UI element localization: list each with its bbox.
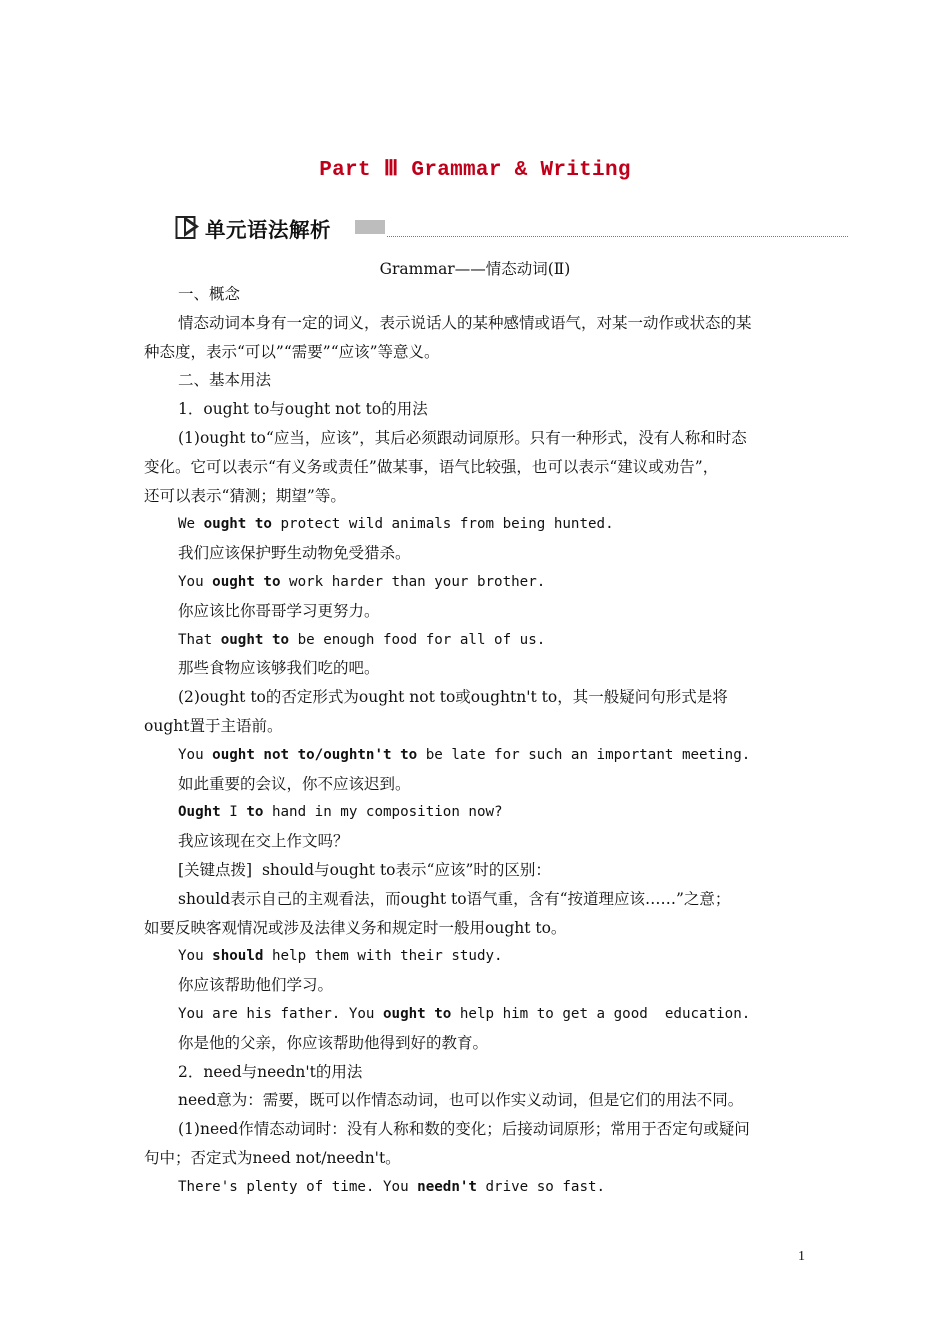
section-subtitle: Grammar——情态动词(Ⅱ): [379, 260, 571, 278]
text-line: 还可以表示“猜测；期望”等。: [144, 486, 346, 505]
banner-divider: [387, 236, 848, 237]
emphasized-modal: ought not to/oughtn't to: [212, 746, 418, 763]
text-line: 句中；否定式为need not/needn't。: [144, 1148, 401, 1167]
page-title: Part Ⅲ Grammar & Writing: [319, 159, 631, 182]
emphasized-modal: ought to: [220, 631, 290, 648]
text-line: 一、概念: [178, 285, 241, 303]
text-line: [关键点拨] should与ought to表示“应该”时的区别：: [178, 860, 551, 879]
text-line: 二、基本用法: [178, 371, 272, 390]
text-line: 你应该比你哥哥学习更努力。: [178, 601, 380, 620]
section-banner: [175, 212, 848, 242]
text-line: 你是他的父亲，你应该帮助他得到好的教育。: [178, 1033, 489, 1052]
text-line: 变化。它可以表示“有义务或责任”做某事，语气比较强，也可以表示“建议或劝告”，: [144, 457, 719, 476]
emphasized-modal: ought to: [212, 573, 281, 590]
text-line: 那些食物应该够我们吃的吧。: [178, 659, 380, 678]
emphasized-modal: ought to: [383, 1005, 452, 1022]
text-line: 1．ought to与ought not to的用法: [178, 400, 428, 419]
text-line: (2)ought to的否定形式为ought not to或oughtn't to，其一般疑问句形式是将: [178, 688, 728, 707]
document-body: [144, 280, 808, 1202]
emphasized-modal: Ought: [178, 804, 221, 821]
emphasized-modal: needn't: [417, 1178, 477, 1195]
emphasized-modal: to: [246, 804, 264, 821]
play-arrow-icon: [175, 214, 201, 240]
banner-decoration: [355, 220, 385, 234]
text-line: 你应该帮助他们学习。: [178, 976, 334, 995]
emphasized-modal: should: [212, 948, 264, 965]
text-line: need意为：需要，既可以作情态动词，也可以作实义动词，但是它们的用法不同。: [178, 1091, 744, 1110]
example-sentence: You are his father. You ought to help him to get a good education.: [178, 1005, 751, 1022]
example-sentence: Ought I to hand in my composition now?: [178, 804, 503, 821]
text-line: (1)ought to“应当，应该”，其后必须跟动词原形。只有一种形式，没有人称和时态: [178, 428, 747, 447]
example-sentence: You ought not to/oughtn't to be late for such an important meeting.: [178, 746, 751, 763]
text-line: should表示自己的主观看法，而ought to语气重，含有“按道理应该……”之意；: [178, 889, 731, 908]
text-line: 我们应该保护野生动物免受猎杀。: [178, 544, 411, 563]
text-line: 如要反映客观情况或涉及法律义务和规定时一般用ought to。: [144, 918, 567, 937]
text-line: 情态动词本身有一定的词义，表示说话人的某种感情或语气，对某一动作或状态的某: [178, 313, 752, 332]
example-sentence: That ought to be enough food for all of us.: [178, 631, 546, 648]
text-line: ought置于主语前。: [144, 716, 283, 735]
page-number: 1: [798, 1249, 805, 1264]
text-line: 2．need与needn't的用法: [178, 1062, 363, 1081]
text-line: 我应该现在交上作文吗？: [178, 832, 349, 851]
section-banner-label: 单元语法解析: [205, 218, 331, 242]
text-line: 种态度，表示“可以”“需要”“应该”等意义。: [144, 342, 440, 361]
example-sentence: You ought to work harder than your brother.: [178, 573, 546, 590]
example-sentence: There's plenty of time. You needn't drive so fast.: [178, 1178, 606, 1195]
text-line: (1)need作情态动词时：没有人称和数的变化；后接动词原形；常用于否定句或疑问: [178, 1120, 750, 1139]
text-line: 如此重要的会议，你不应该迟到。: [178, 774, 411, 793]
example-sentence: You should help them with their study.: [178, 948, 503, 965]
example-sentence: We ought to protect wild animals from being hunted.: [178, 516, 614, 533]
emphasized-modal: ought to: [203, 516, 272, 533]
